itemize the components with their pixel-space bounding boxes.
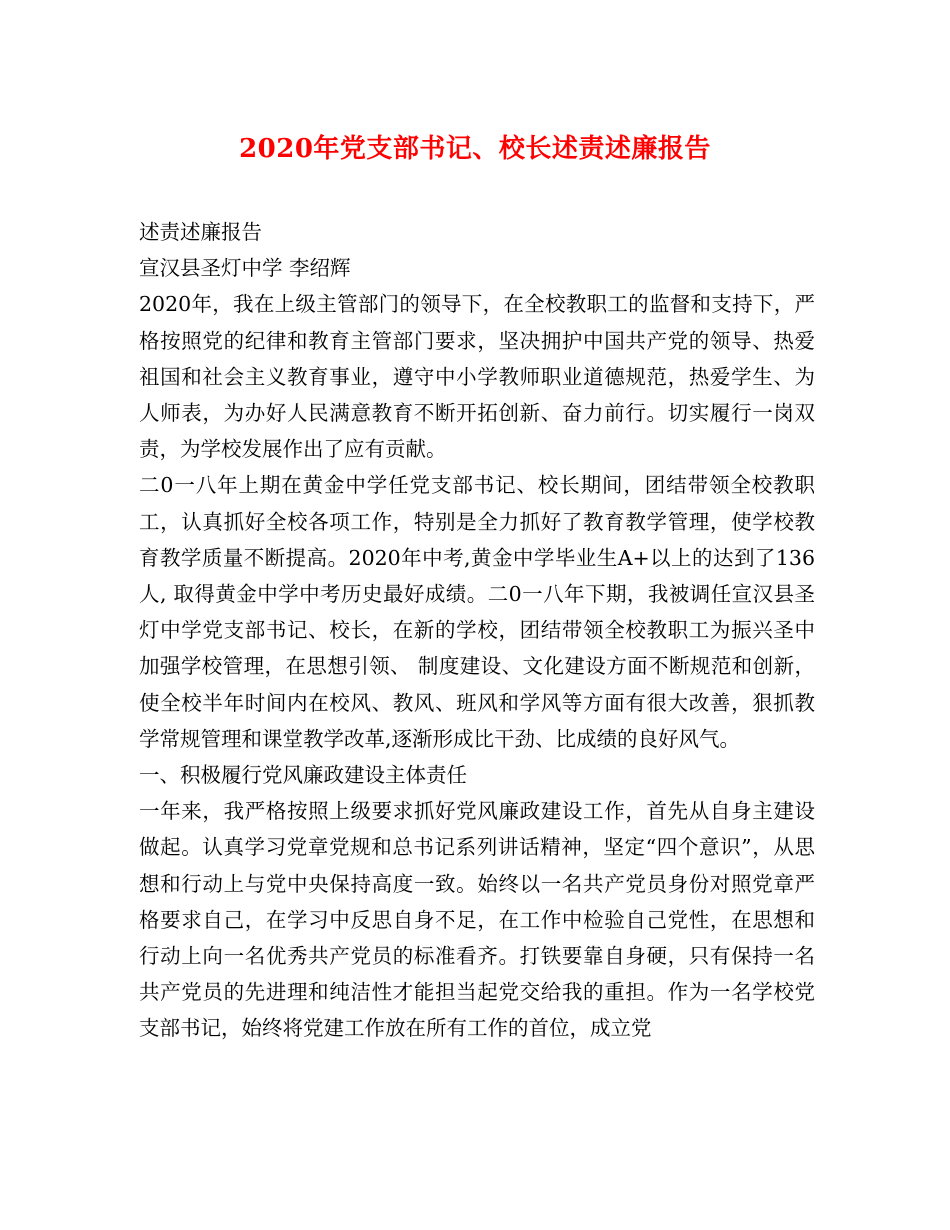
body-paragraph: 一年来，我严格按照上级要求抓好党风廉政建设工作，首先从自身主建设做起。认真学习党章党规和总书记系列讲话精神，坚定“四个意识”，从思想和行动上与党中央保持高度一致。始终以一名共产党员身份对照党章严格要求自己，在学习中反思自身不足，在工作中检验自己党性，在思想和行动上向一名优秀共产党员的标准看齐。打铁要靠自身硬，只有保持一名共产党员的先进理和纯洁性才能担当起党交给我的重担。作为一名学校党支部书记，始终将党建工作放在所有工作的首位，成立党 xyxy=(139,799,815,1041)
body-paragraph: 二0一八年上期在黄金中学任党支部书记、校长期间，团结带领全校教职工，认真抓好全校各项工作，特别是全力抓好了教育教学管理，使学校教育教学质量不断提高。2020年中考,黄金中学毕业生A+以上的达到了136人, 取得黄金中学中考历史最好成绩。二0一八年下期，我被调任宣汉县圣灯中学党支部书记、校长，在新的学校，团结带领全校教职工为振兴圣中加强学校管理，在思想引领、 制度建设、文化建设方面不断规范和创新，使全校半年时间内在校风、教风、班风和学风等方面有很大改善，狠抓教学常规管理和课堂教学改革,逐渐形成比干劲、比成绩的良好风气。 xyxy=(139,473,815,751)
document-title: 2020年党支部书记、校长述责述廉报告 xyxy=(239,134,711,164)
body-paragraph: 2020年，我在上级主管部门的领导下，在全校教职工的监督和支持下，严格按照党的纪律和教育主管部门要求，坚决拥护中国共产党的领导、热爱祖国和社会主义教育事业，遵守中小学教师职业道德规范，热爱学生、为人师表，为办好人民满意教育不断开拓创新、奋力前行。切实履行一岗双责，为学校发展作出了应有贡献。 xyxy=(139,292,815,462)
document-body xyxy=(139,214,815,1047)
section-heading: 一、积极履行党风廉政建设主体责任 xyxy=(139,763,467,788)
report-heading: 述责述廉报告 xyxy=(139,220,262,244)
author-line: 宣汉县圣灯中学 李绍辉 xyxy=(139,256,351,281)
